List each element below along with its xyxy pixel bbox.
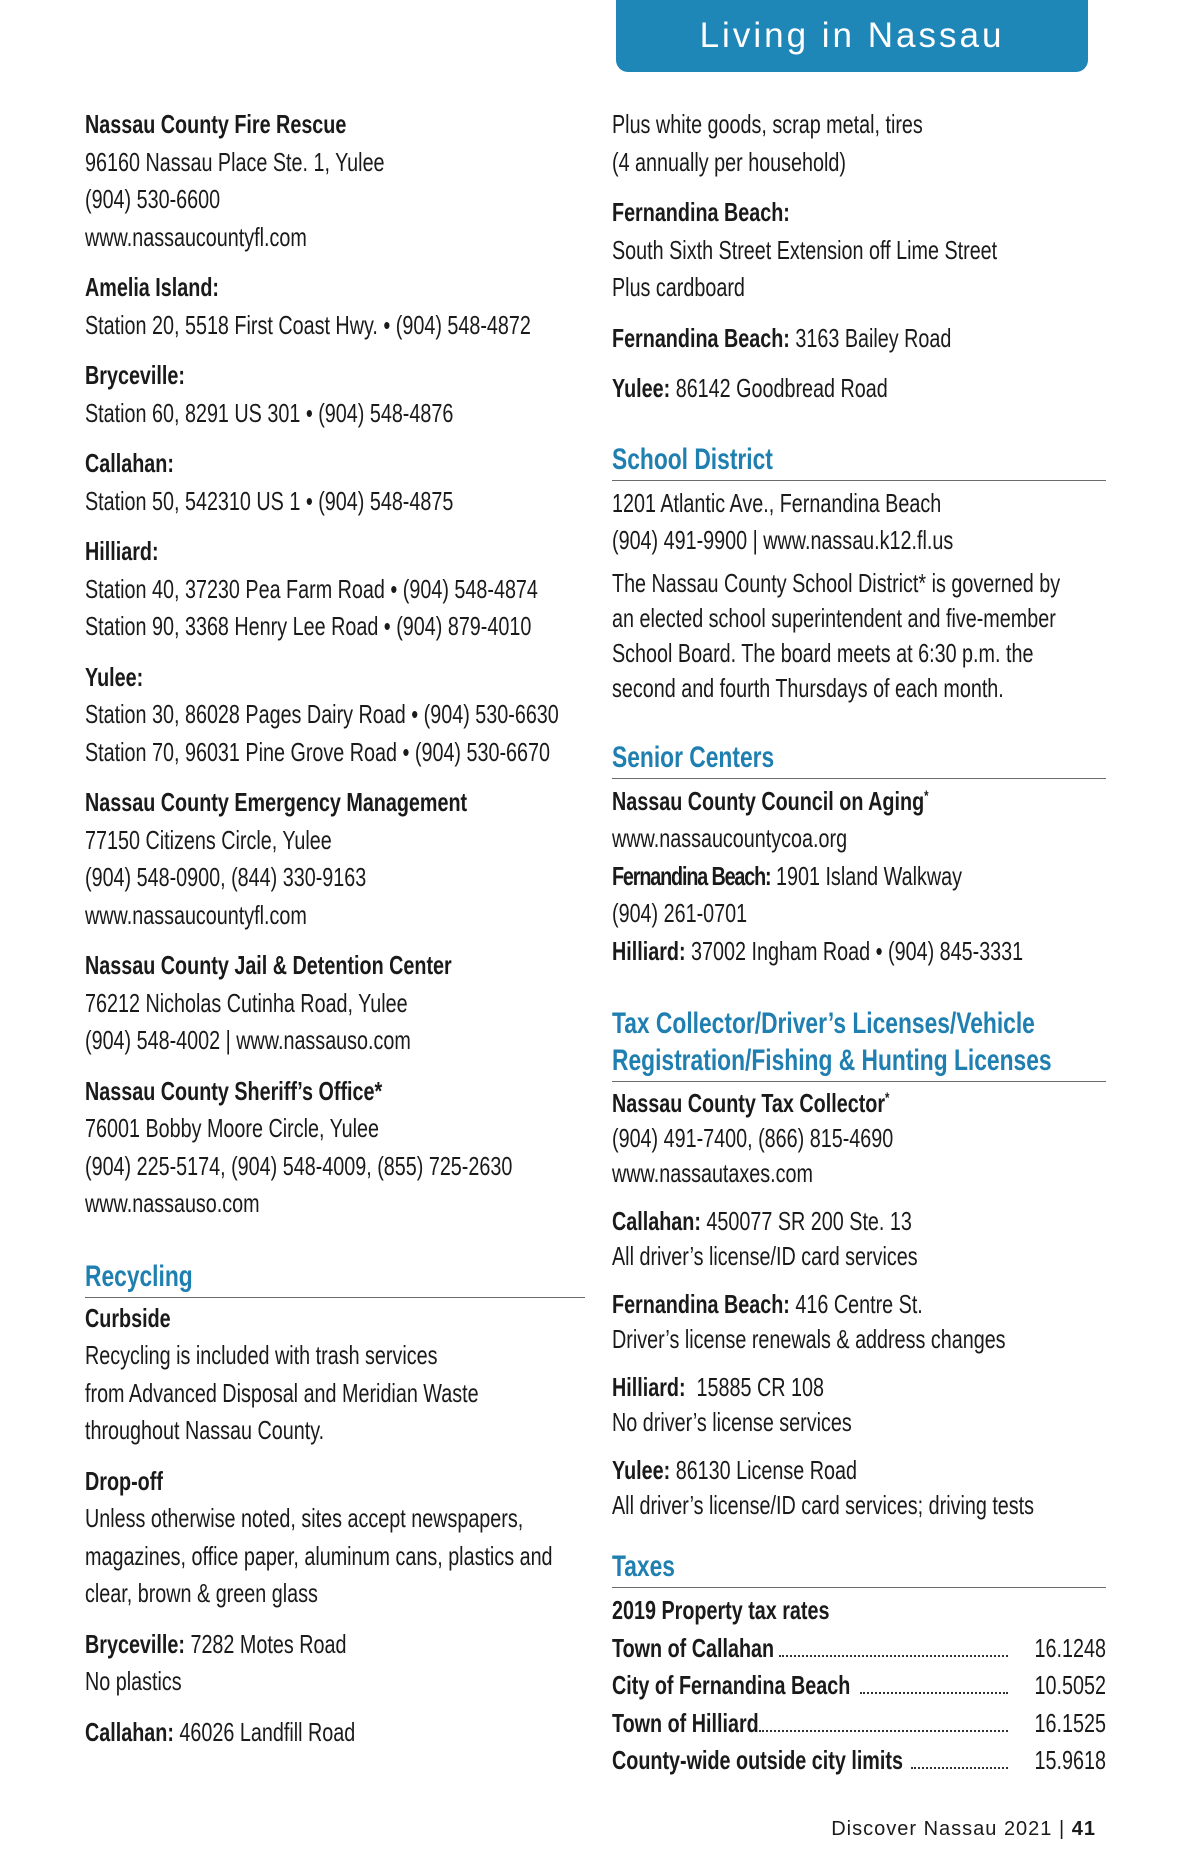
jail-phone-web: (904) 548-4002 | www.nassauso.com: [85, 1025, 411, 1055]
tax-rate-value: 16.1248: [1034, 1632, 1106, 1663]
school-desc-line: an elected school superintendent and five-member: [612, 602, 1056, 633]
tax-rate-name: County-wide outside city limits: [612, 1745, 903, 1775]
station-area: Amelia Island:: [85, 272, 219, 302]
tax-office-note: All driver’s license/ID card services: [612, 1241, 918, 1271]
leader-dots: [860, 1692, 1009, 1694]
yulee-label: Yulee:: [612, 373, 671, 403]
jail-name: Nassau County Jail & Detention Center: [85, 950, 452, 980]
fire-rescue-address: 96160 Nassau Place Ste. 1, Yulee: [85, 146, 385, 177]
jail-address: 76212 Nicholas Cutinha Road, Yulee: [85, 987, 408, 1018]
station-line: Station 60, 8291 US 301 • (904) 548-4876: [85, 397, 454, 428]
tax-office-label: Hilliard:: [612, 1372, 686, 1402]
recycling-continued: [612, 106, 1106, 181]
senior-fb-label: Fernandina Beach:: [612, 860, 771, 891]
senior-org-mark: *: [924, 786, 929, 804]
curbside-line: from Advanced Disposal and Meridian Waste: [85, 1377, 479, 1408]
senior-heading: [612, 739, 1106, 779]
sheriff-address: 76001 Bobby Moore Circle, Yulee: [85, 1113, 380, 1143]
tax-rate-value: 16.1525: [1034, 1707, 1106, 1738]
recycling-heading: [85, 1258, 585, 1298]
tax-collector-org: Nassau County Tax Collector: [612, 1088, 886, 1118]
tax-collector-web: www.nassautaxes.com: [612, 1158, 813, 1188]
school-phone-web: (904) 491-9900 | www.nassau.k12.fl.us: [612, 525, 954, 555]
fernandina-label: Fernandina Beach:: [612, 322, 790, 353]
curbside-line: Recycling is included with trash services: [85, 1340, 438, 1370]
senior-hilliard-label: Hilliard:: [612, 935, 686, 966]
dropoff-heading: Drop-off: [85, 1465, 163, 1496]
station-line: Station 40, 37230 Pea Farm Road • (904) 548-4874: [85, 573, 538, 604]
callahan-dropoff: [85, 1714, 585, 1752]
school-desc-line: School Board. The board meets at 6:30 p.m. the: [612, 637, 1034, 668]
station-bryceville: [85, 357, 585, 432]
emergency-block: [85, 784, 585, 934]
station-yulee: [85, 659, 585, 772]
tax-office-address: 86130 License Road: [670, 1455, 857, 1485]
tax-office-address: 15885 CR 108: [685, 1372, 824, 1402]
bryceville-label: Bryceville:: [85, 1628, 185, 1659]
sheriff-name: Nassau County Sheriff’s Office*: [85, 1075, 383, 1106]
tax-collector-block: [612, 1086, 1106, 1191]
school-title: School District: [612, 442, 773, 476]
fire-rescue-web: www.nassaucountyfl.com: [85, 221, 307, 252]
tax-rate-row: [612, 1667, 1106, 1705]
fire-rescue-block: [85, 106, 585, 256]
senior-hilliard-address: 37002 Ingham Road • (904) 845-3331: [685, 935, 1024, 966]
senior-web: www.nassaucountycoa.org: [612, 823, 848, 853]
tax-rate-value: 10.5052: [1034, 1670, 1106, 1700]
station-line: Station 30, 86028 Pages Dairy Road • (904) 530-6630: [85, 699, 559, 729]
tax-collector-title-line2: Registration/Fishing & Hunting Licenses: [612, 1044, 1052, 1077]
station-area: Yulee:: [85, 661, 144, 692]
tax-office-label: Callahan:: [612, 1206, 701, 1236]
dropoff-line: Unless otherwise noted, sites accept newspapers,: [85, 1503, 524, 1533]
station-hilliard: [85, 533, 585, 646]
tax-office-label: Yulee:: [612, 1455, 671, 1485]
senior-fb-address: 1901 Island Walkway: [770, 860, 962, 891]
fernandina-line: South Sixth Street Extension off Lime Street: [612, 234, 998, 265]
tax-office-fernandina: [612, 1287, 1106, 1357]
tax-office-address: 450077 SR 200 Ste. 13: [700, 1206, 912, 1236]
footer-publication: Discover Nassau 2021: [831, 1818, 1053, 1840]
bryceville-note: No plastics: [85, 1666, 182, 1696]
tax-collector-org-mark: *: [885, 1089, 890, 1107]
tax-rate-row: [612, 1705, 1106, 1743]
emergency-address: 77150 Citizens Circle, Yulee: [85, 824, 332, 855]
tax-rate-name: City of Fernandina Beach: [612, 1670, 851, 1700]
leader-dots: [759, 1730, 1008, 1732]
recycling-title: Recycling: [85, 1259, 193, 1293]
tax-office-hilliard: [612, 1370, 1106, 1440]
tax-rate-name: Town of Hilliard: [612, 1707, 759, 1738]
tax-office-label: Fernandina Beach:: [612, 1289, 790, 1319]
fernandina-dropoff-1: [612, 194, 1106, 307]
tax-rate-name: Town of Callahan: [612, 1632, 775, 1663]
taxes-heading: [612, 1548, 1106, 1588]
sheriff-web: www.nassauso.com: [85, 1188, 260, 1218]
sheriff-phone: (904) 225-5174, (904) 548-4009, (855) 725-2630: [85, 1150, 513, 1181]
station-line: Station 70, 96031 Pine Grove Road • (904) 530-6670: [85, 736, 551, 767]
tax-office-address: 416 Centre St.: [789, 1289, 923, 1319]
fernandina-label: Fernandina Beach:: [612, 197, 790, 227]
bryceville-address: 7282 Motes Road: [184, 1628, 347, 1659]
curbside-line: throughout Nassau County.: [85, 1415, 325, 1445]
school-desc-line: second and fourth Thursdays of each month.: [612, 672, 1004, 703]
station-amelia: [85, 269, 585, 344]
tax-collector-heading: [612, 1005, 1106, 1082]
tax-rate-row: [612, 1742, 1106, 1780]
section-header-tab: [616, 0, 1088, 72]
leader-dots: [911, 1767, 1008, 1769]
left-column: [85, 106, 585, 1764]
fire-rescue-phone: (904) 530-6600: [85, 184, 221, 214]
school-desc-line: The Nassau County School District* is governed by: [612, 567, 1061, 598]
tax-rates-subtitle: 2019 Property tax rates: [612, 1595, 830, 1625]
senior-title: Senior Centers: [612, 740, 775, 774]
emergency-web: www.nassaucountyfl.com: [85, 899, 307, 930]
station-line: Station 20, 5518 First Coast Hwy. • (904) 548-4872: [85, 309, 531, 340]
tax-rate-row: [612, 1630, 1106, 1668]
recycling-cont-line: (4 annually per household): [612, 146, 846, 177]
fernandina-address: 3163 Bailey Road: [789, 322, 952, 353]
recycling-cont-line: Plus white goods, scrap metal, tires: [612, 109, 923, 139]
callahan-address: 46026 Landfill Road: [173, 1716, 356, 1747]
emergency-name: Nassau County Emergency Management: [85, 787, 468, 817]
taxes-title: Taxes: [612, 1550, 675, 1583]
school-address: 1201 Atlantic Ave., Fernandina Beach: [612, 487, 942, 518]
right-column: [612, 106, 1106, 1780]
station-area: Callahan:: [85, 448, 174, 478]
fire-rescue-name: Nassau County Fire Rescue: [85, 109, 347, 139]
tax-office-note: No driver’s license services: [612, 1407, 852, 1437]
dropoff-line: clear, brown & green glass: [85, 1578, 318, 1608]
yulee-address: 86142 Goodbread Road: [670, 373, 888, 403]
dropoff-line: magazines, office paper, aluminum cans, plastics and: [85, 1540, 553, 1571]
station-callahan: [85, 445, 585, 520]
school-heading: [612, 441, 1106, 481]
section-header-title: Living in Nassau: [699, 16, 1005, 55]
senior-fb-phone: (904) 261-0701: [612, 898, 748, 928]
callahan-label: Callahan:: [85, 1716, 174, 1747]
tax-office-note: All driver’s license/ID card services; driving tests: [612, 1490, 1035, 1520]
tax-rates-block: [612, 1592, 1106, 1780]
curbside-block: [85, 1300, 585, 1450]
station-line: Station 50, 542310 US 1 • (904) 548-4875: [85, 485, 454, 516]
yulee-dropoff: [612, 370, 1106, 408]
curbside-heading: Curbside: [85, 1302, 171, 1333]
tax-office-note: Driver’s license renewals & address changes: [612, 1324, 1006, 1354]
page-number: 41: [1071, 1818, 1096, 1840]
fernandina-dropoff-2: [612, 320, 1106, 358]
tax-collector-title-line1: Tax Collector/Driver’s Licenses/Vehicle: [612, 1007, 1035, 1040]
station-area: Hilliard:: [85, 536, 159, 566]
fernandina-line: Plus cardboard: [612, 272, 745, 302]
emergency-phone: (904) 548-0900, (844) 330-9163: [85, 862, 367, 892]
bryceville-dropoff: [85, 1626, 585, 1701]
dropoff-block: [85, 1463, 585, 1613]
footer-separator: |: [1052, 1818, 1072, 1840]
senior-block: [612, 783, 1106, 971]
sheriff-block: [85, 1073, 585, 1223]
tax-rate-value: 15.9618: [1034, 1745, 1106, 1775]
tax-office-yulee: [612, 1453, 1106, 1523]
tax-collector-phone: (904) 491-7400, (866) 815-4690: [612, 1123, 894, 1153]
school-block: [612, 485, 1106, 706]
senior-org: Nassau County Council on Aging: [612, 785, 925, 816]
jail-block: [85, 947, 585, 1060]
tax-office-callahan: [612, 1204, 1106, 1274]
station-line: Station 90, 3368 Henry Lee Road • (904) 879-4010: [85, 611, 532, 641]
page-footer: [831, 1818, 1096, 1841]
station-area: Bryceville:: [85, 360, 185, 390]
leader-dots: [779, 1655, 1008, 1657]
